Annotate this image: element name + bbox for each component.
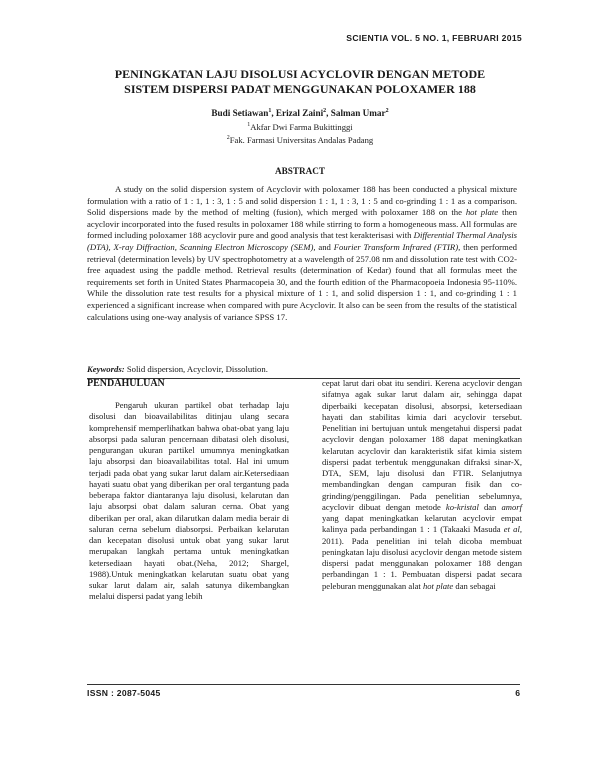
section-heading-pendahuluan: PENDAHULUAN xyxy=(87,378,165,389)
paper-title xyxy=(80,67,520,96)
abstract-text-1: A study on the solid dispersion system of Acyclovir with poloxamer 188 has been conducted a physical mixture formulation with a ratio of 1 : 1, 1 : 3, 1 : 5 and solid dispersion 1 : 1, 1 : 3, 1 : 5 and co-grinding 1 : 1 as a comparison. Solid dispersions made by the method of melting (fusion), which merged with poloxamer 188 on the xyxy=(87,184,517,218)
intro-text-2: dan xyxy=(478,501,502,512)
author-3: , Salman Umar xyxy=(326,108,386,119)
author-list xyxy=(80,108,520,118)
author-2: , Erizal Zaini xyxy=(271,108,324,119)
intro-italic-2: amorf xyxy=(501,501,522,512)
intro-italic-3: et al, xyxy=(503,524,522,535)
abstract-body xyxy=(87,184,517,323)
author-1: Budi Setiawan xyxy=(211,108,269,119)
affiliations xyxy=(80,120,520,146)
journal-header: SCIENTIA VOL. 5 NO. 1, FEBRUARI 2015 xyxy=(346,33,522,43)
abstract-italic-1: hot plate xyxy=(465,207,499,218)
intro-text-5: dan sebagai xyxy=(453,580,496,591)
column-right xyxy=(322,378,522,592)
abstract-italic-3: Fourier Transform Infrared (FTIR), xyxy=(333,241,461,252)
intro-italic-1: ko-kristal xyxy=(445,501,479,512)
intro-paragraph-1: Pengaruh ukuran partikel obat terhadap laju disolusi dan bioavailabilitas ditinjau ulang secara komprehensif memperlihatkan bahwa obat-obat yang laju absorpsi pada saluran pencernaan dibatasi oleh disolusi, pengurangan ukuran partikel umumnya meningkatkan laju absorpsi dan bioavailabilitas total. Hal ini umum terjadi pada obat yang sukar larut dalam air.Ketersediaan hayati suatu obat yang diberikan per oral tergantung pada beberapa faktor diantaranya laju disolusi, kelarutan dan laju absorpsi obat dalam saluran cerna. Obat yang diberikan per oral, akan dilarutkan dalam media berair di saluran cerna sebelum diabsorpsi. Perbaikan kelarutan dan kecepatan disolusi untuk obat yang sukar larut merupakan langkah pertama untuk meningkatkan ketersediaan hayati obat.(Neha, 2012; Shargel, 1988).Untuk meningkatkan kelarutan suatu obat yang sukar larut dalam air, salah satunya dikembangkan melalui dispersi padat yang lebih xyxy=(89,400,289,602)
affiliation-1 xyxy=(80,120,520,133)
page-number: 6 xyxy=(515,688,520,698)
abstract-text-2: then acyclovir incorporated into the fused results in poloxamer 188 while stirring to form a homogeneous mass. All formulas are formed including poloxamer 188 acyclovir pure and good analysis that test kerakterisasi with xyxy=(87,207,517,241)
affiliation-2-sup: 2 xyxy=(226,134,230,141)
author-1-sup: 1 xyxy=(268,108,272,114)
intro-text-3: yang dapat meningkatkan kelarutan acyclovir empat kalinya pada perbandingan 1 : 1 (Takaaki Masuda xyxy=(322,513,522,535)
affiliation-1-sup: 1 xyxy=(247,122,251,128)
title-line-1: PENINGKATAN LAJU DISOLUSI ACYCLOVIR DENGAN METODE xyxy=(114,67,486,81)
keywords-label: Keywords: xyxy=(87,364,125,374)
intro-italic-4: hot plate xyxy=(422,580,454,591)
author-3-sup: 2 xyxy=(385,108,389,114)
affiliation-2 xyxy=(80,133,520,146)
intro-text-1: cepat larut dari obat itu sendiri. Kerena acyclovir dengan sifatnya agak sukar larut dalam air, sehingga dapat diperbaiki kecepatan disolusi, absorpsi, ketersediaan hayati dan stabilitas kimia dari acyclovir tersebut. Penelitian ini bertujuan untuk mengetahui dispersi padat acyclovir dengan poloxamer 188 dapat meningkatkan kelarutan acyclovir dan karakteristik sifat kimia sistem dispersi padat terbentuk menggunakan difraksi sinar-X, DTA, SEM, laju disolusi dan FTIR. Selanjutnya membandingkan dengan campuran fisik dan co-grinding/penggilingan. Pada penelitian sebelumnya, acyclovir dibuat dengan metode xyxy=(322,378,522,512)
affiliation-2-text: Fak. Farmasi Universitas Andalas Padang xyxy=(229,134,374,145)
title-line-2: SISTEM DISPERSI PADAT MENGGUNAKAN POLOXAMER 188 xyxy=(124,81,476,96)
keywords-text: Solid dispersion, Acyclovir, Dissolution. xyxy=(124,364,268,374)
abstract-italic-2: Differential Thermal Analysis (DTA), X-ray Diffraction, Scanning Electron Microscopy (SEM), xyxy=(87,230,517,252)
column-left xyxy=(89,400,289,603)
issn-label: ISSN : 2087-5045 xyxy=(87,688,161,698)
affiliation-1-text: Akfar Dwi Farma Bukittinggi xyxy=(250,121,353,132)
abstract-text-3: and xyxy=(315,241,334,252)
author-2-sup: 2 xyxy=(323,108,327,114)
abstract-heading: ABSTRACT xyxy=(274,166,326,176)
abstract-text-4: then performed retrieval (determination levels) by UV spectrophotometry at a wavelength of 257.08 nm and dissolution rate test with CO2-free aquadest using the paddle method. Retrieval results (determination of Kedar) found that all formulas meet the requirements set forth in United States Pharmacopeia 30, and the fourth edition of the Pharmacopoeia Indonesia 95-110%. While the dissolution rate test results for a physical mixture of 1 : 1, and solid dispersion 1 : 1, and co-grinding 1 : 1 experienced a significant increase when compared with pure Acyclovir. It also can be seen from the results of the statistical calculations using one-way analysis of variance SPSS 17. xyxy=(87,241,518,322)
footer-divider xyxy=(87,684,520,685)
intro-text-4: 2011). Pada penelitian ini telah dicoba membuat peningkatan laju disolusi acyclovir dengan metode sistem dispersi padat menggunakan poloxamer 188 dengan perbandingan 1 : 1. Pembuatan dispersi padat secara peleburan menggunakan alat xyxy=(322,535,522,591)
keywords xyxy=(87,364,517,374)
